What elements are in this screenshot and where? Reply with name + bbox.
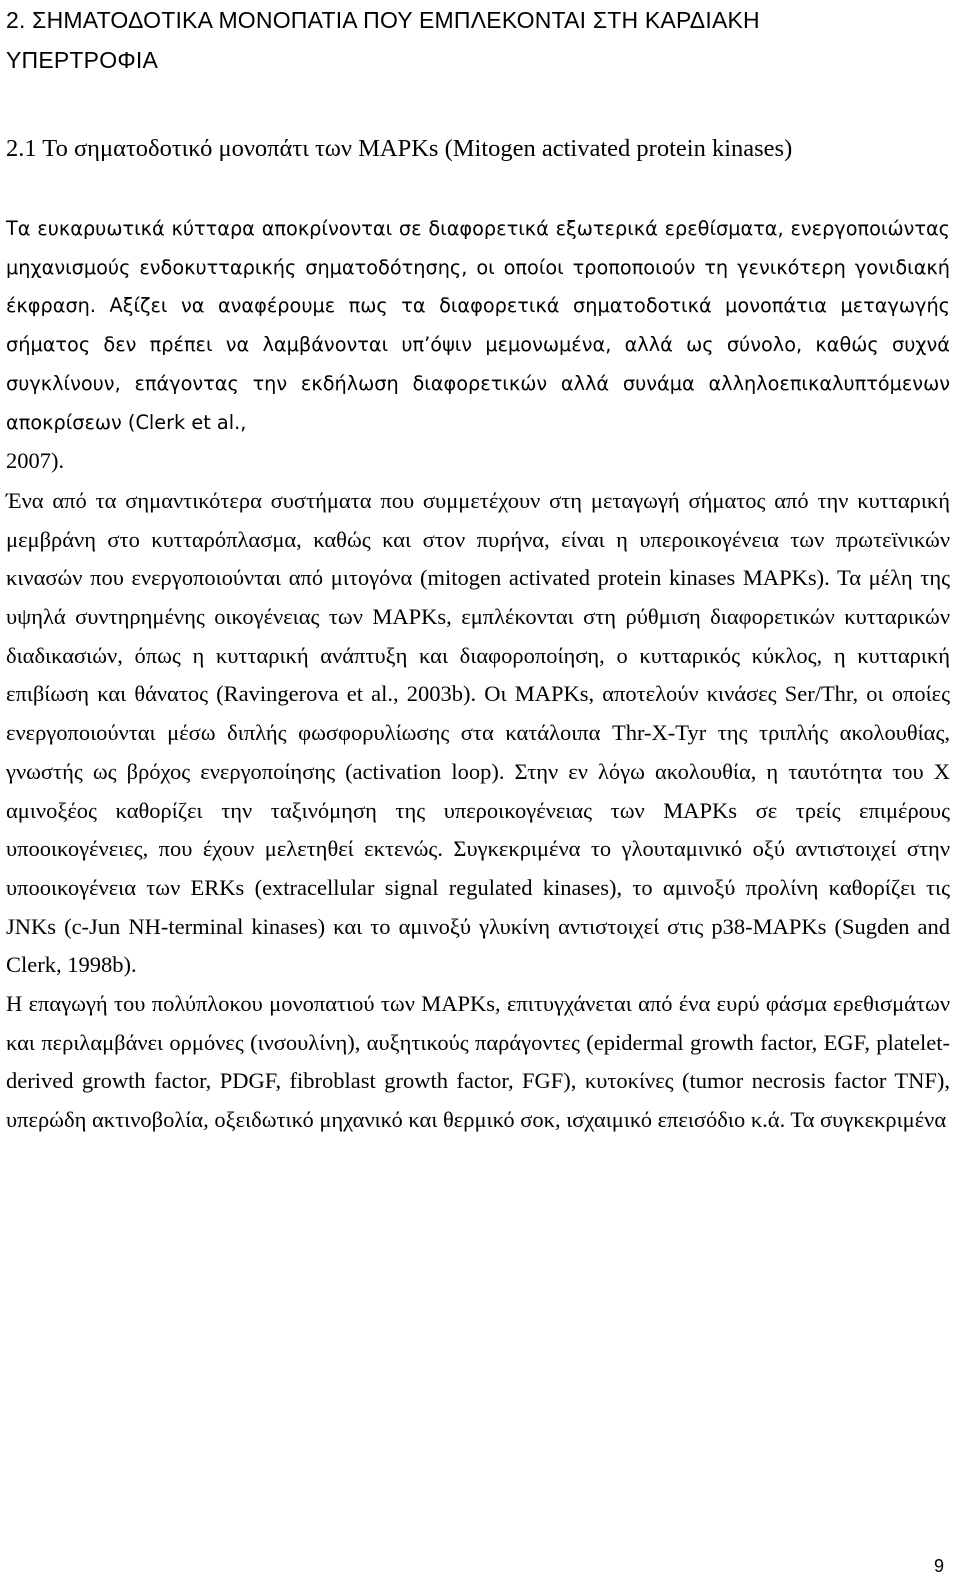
chapter-heading-line-1: 2. ΣΗΜΑΤΟΔΟΤΙΚΑ ΜΟΝΟΠΑΤΙΑ ΠΟΥ ΕΜΠΛΕΚΟΝΤΑΙ ΣΤΗ ΚΑΡΔΙΑΚΗ bbox=[6, 7, 760, 33]
chapter-heading-line-2: ΥΠΕΡΤΡΟΦΙΑ bbox=[6, 47, 158, 73]
page-number: 9 bbox=[933, 1556, 944, 1576]
section-heading: 2.1 Το σηματοδοτικό μονοπάτι των MAPKs (Mitogen activated protein kinases) bbox=[6, 135, 793, 162]
paragraph-2: Ένα από τα σημαντικότερα συστήματα που συμμετέχουν στη μεταγωγή σήματος από την κυτταρική μεμβράνη στο κυτταρόπλασμα, καθώς και στον πυρήνα, είναι η υπεροικογένεια των πρωτεϊνικών κινασών που ενεργοποιούνται από μιτογόνα (mitogen activated protein kinases MAPKs). Τα μέλη της υψηλά συντηρημένης οικογένειας των MAPKs, εμπλέκονται στη ρύθμιση διαφορετικών κυτταρικών διαδικασιών, όπως η κυτταρική ανάπτυξη και διαφοροποίηση, ο κυτταρικός κύκλος, η κυτταρική επιβίωση και θάνατος (Ravingerova et al., 2003b). Οι MAPKs, αποτελούν κινάσες Ser/Thr, οι οποίες ενεργοποιούνται μέσω διπλής φωσφορυλίωσης στα κατάλοιπα Thr-X-Tyr της τριπλής ακολουθίας, γνωστής ως βρόχος ενεργοποίησης (activation loop). Στην εν λόγω ακολουθία, η ταυτότητα του X αμινοξέος καθορίζει την ταξινόμηση της υπεροικογένειας των MAPKs σε τρείς επιμέρους υποοικογένειες, που έχουν μελετηθεί εκτενώς. Συγκεκριμένα το γλουταμινικό οξύ αντιστοιχεί στην υποοικογένεια των ERKs (extracellular signal regulated kinases), το αμινοξύ προλίνη καθορίζει τις JNKs (c-Jun NH-terminal kinases) και το αμινοξύ γλυκίνη αντιστοιχεί στις p38-MAPKs (Sugden and Clerk, 1998b). bbox=[6, 487, 950, 978]
paragraph-1-end: 2007). bbox=[6, 448, 65, 474]
chapter-heading bbox=[6, 0, 950, 80]
paragraph-1 bbox=[6, 210, 950, 482]
paragraph-3: Η επαγωγή του πολύπλοκου μονοπατιού των MAPKs, επιτυγχάνεται από ένα ευρύ φάσμα ερεθισμάτων και περιλαμβάνει ορμόνες (ινσουλίνη), αυξητικούς παράγοντες (epidermal growth factor, EGF, platelet-derived growth factor, PDGF, fibroblast growth factor, FGF), κυτοκίνες (tumor necrosis factor TNF), υπερώδη ακτινοβολία, οξειδωτικό μηχανικό και θερμικό σοκ, ισχαιμικό επεισόδιο κ.ά. Τα συγκεκριμένα bbox=[6, 991, 950, 1133]
document-page bbox=[6, 0, 950, 1140]
paragraph-1-text: Τα ευκαρυωτικά κύτταρα αποκρίνονται σε διαφορετικά εξωτερικά ερεθίσματα, ενεργοποιώντας μηχανισμούς ενδοκυτταρικής σηματοδότησης, οι οποίοι τροποποιούν τη γενικότερη γονιδιακή έκφραση. Αξίζει να αναφέρουμε πως τα διαφορετικά σηματοδοτικά μονοπάτια μεταγωγής σήματος δεν πρέπει να λαμβάνονται υπ’όψιν μεμονωμένα, αλλά ως σύνολο, καθώς συχνά συγκλίνουν, επάγοντας την εκδήλωση διαφορετικών αλλά συνάμα αλληλοεπικαλυπτόμενων αποκρίσεων (Clerk et al., bbox=[6, 217, 950, 434]
